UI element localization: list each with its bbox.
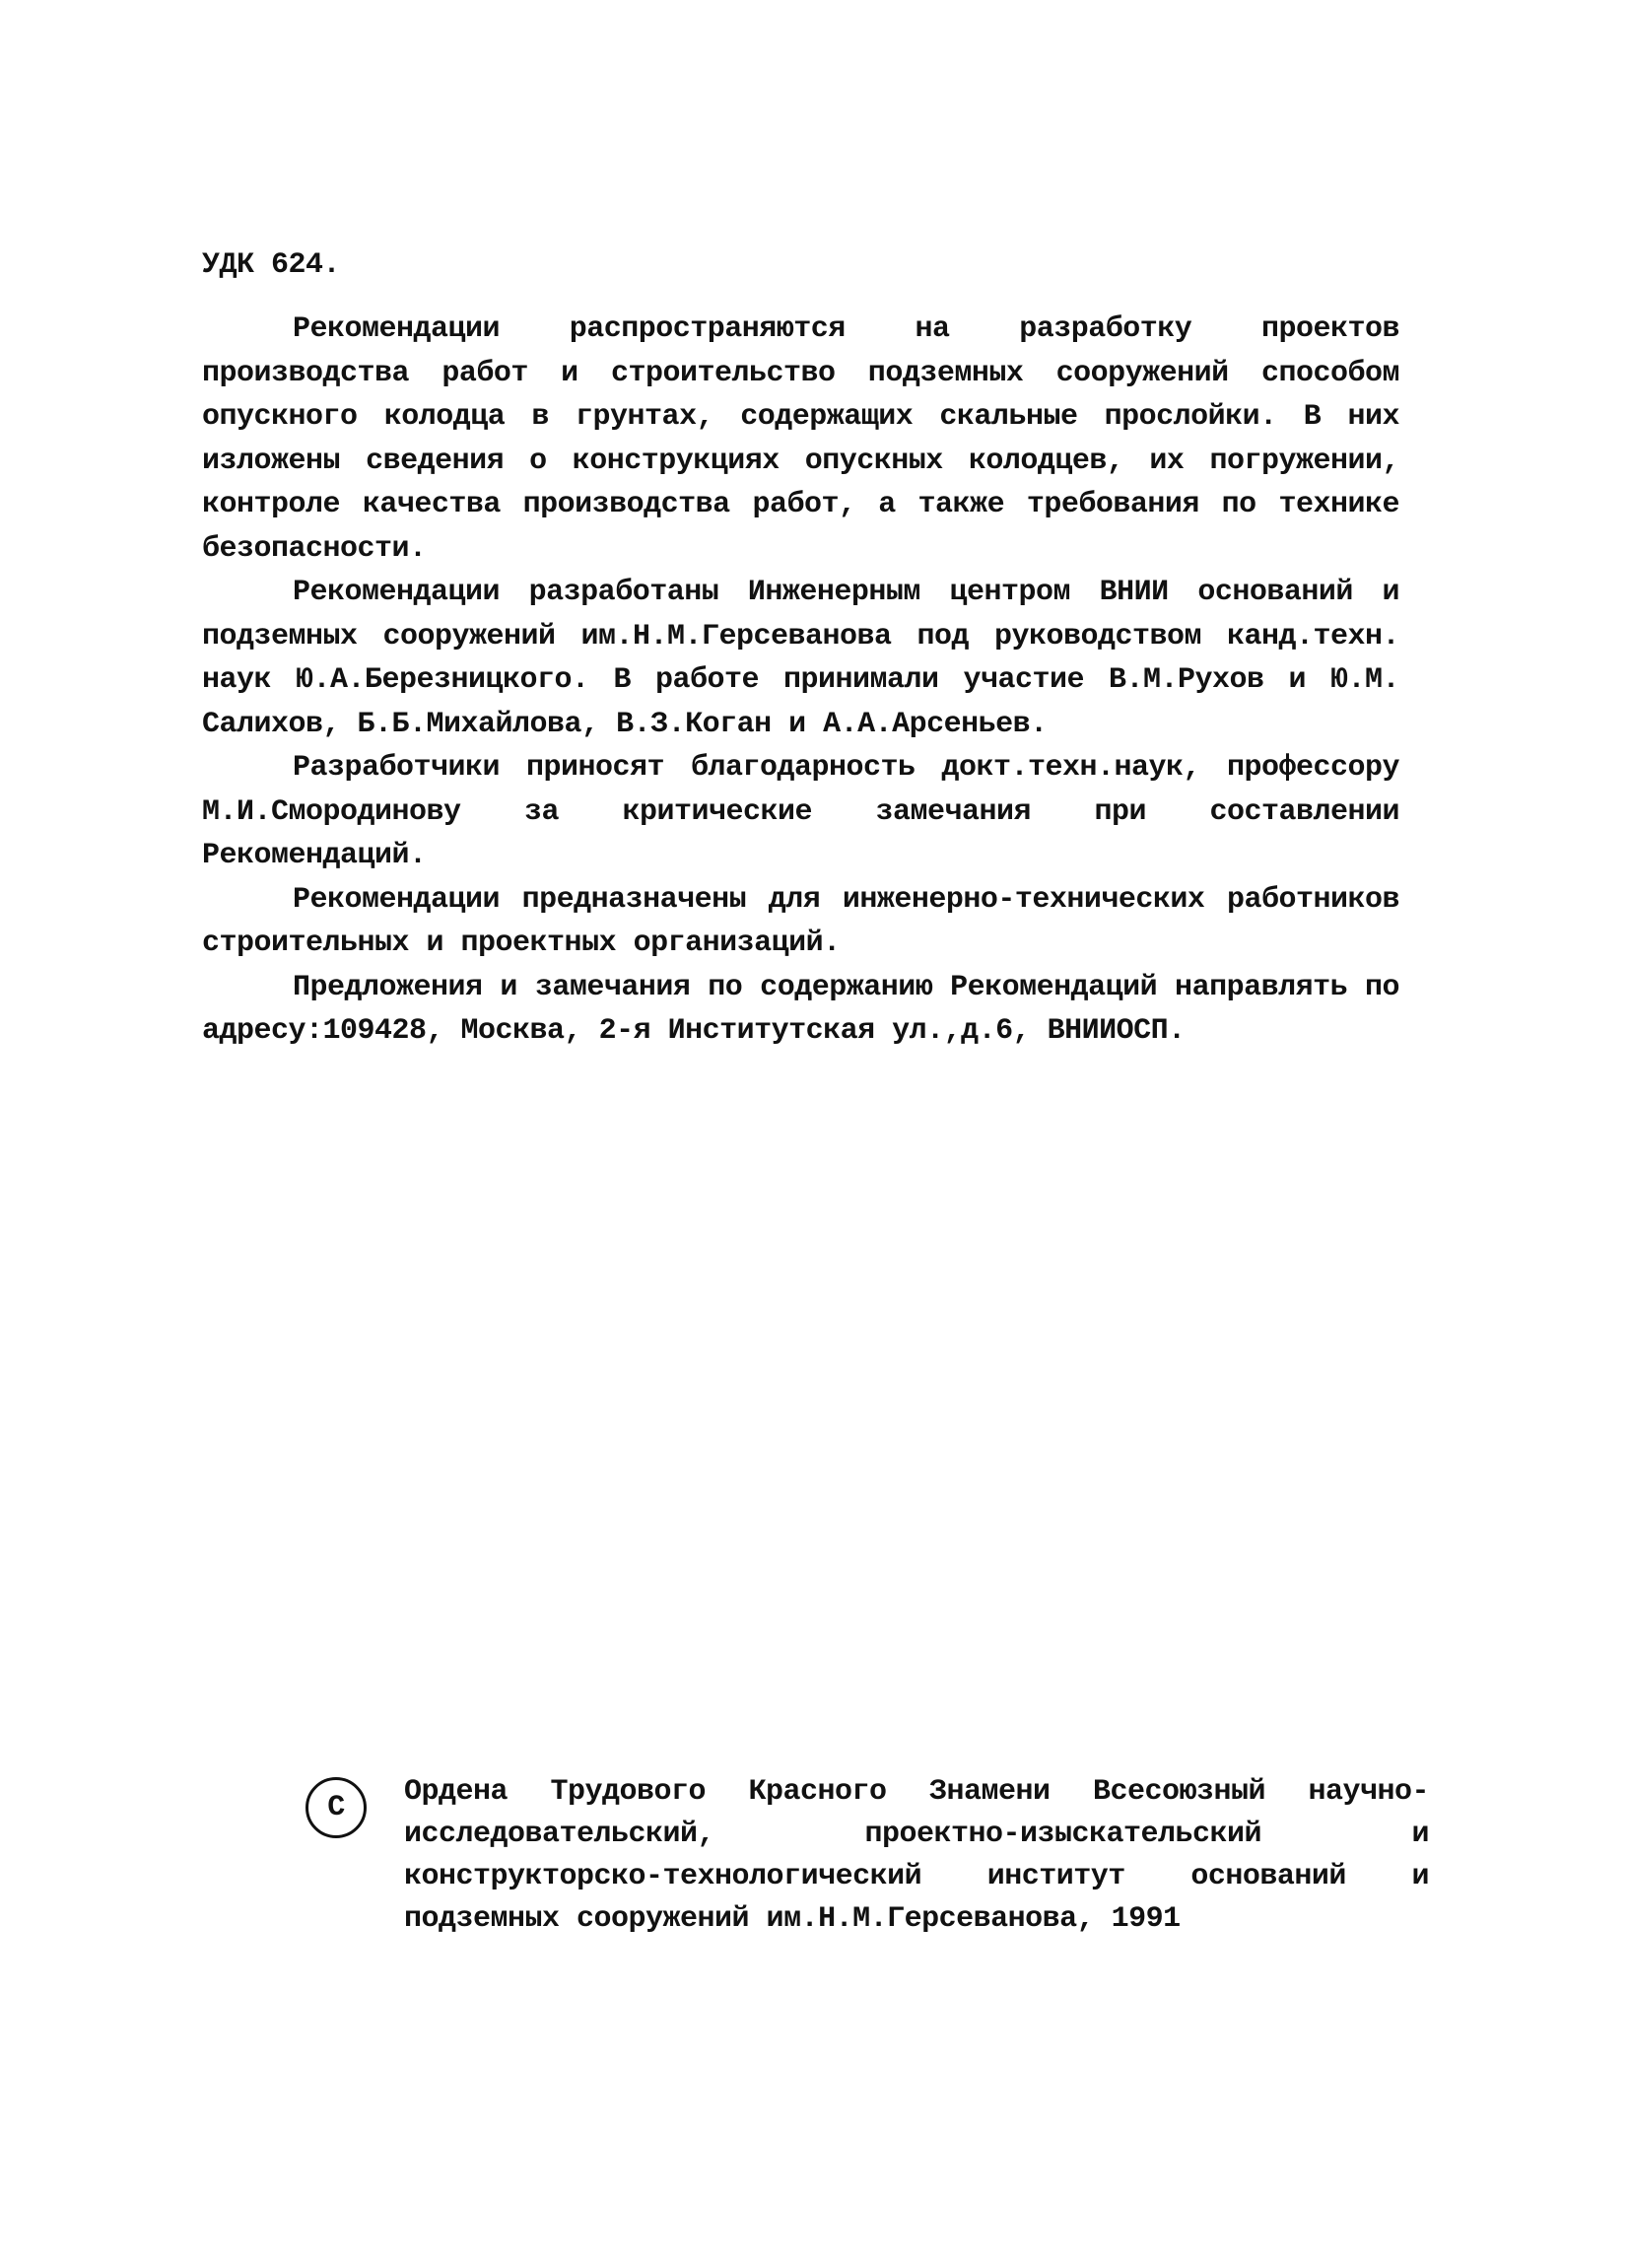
copyright-icon: С	[305, 1777, 367, 1838]
paragraph-scope: Рекомендации распространяются на разработку проектов производства работ и строительство подземных сооружений способом опускного колодца в грунтах, содержащих скальные прослойки. В них изложены сведения о конструкциях опускных колодцев, их погружении, контроле качества производства работ, а также требования по технике безопасности.	[202, 312, 1399, 566]
copyright-block	[305, 1771, 1429, 1941]
paragraph-audience: Рекомендации предназначены для инженерно-технических работников строительных и проектных организаций.	[202, 882, 1399, 960]
body-text	[202, 308, 1399, 1054]
paragraph-contact-address: Предложения и замечания по содержанию Рекомендаций направлять по адресу:109428, Москва, 2-я Институтская ул.,д.6, ВНИИОСП.	[202, 970, 1399, 1048]
udk-code: УДК 624.	[202, 248, 341, 282]
paragraph-authors: Рекомендации разработаны Инженерным центром ВНИИ оснований и подземных сооружений им.Н.М.Герсеванова под руководством канд.техн. наук Ю.А.Березницкого. В работе принимали участие В.М.Рухов и Ю.М. Салихов, Б.Б.Михайлова, В.З.Коган и А.А.Арсеньев.	[202, 576, 1399, 741]
copyright-text: Ордена Трудового Красного Знамени Всесоюзный научно-исследовательский, проектно-изыскательский и конструкторско-технологический институт оснований и подземных сооружений им.Н.М.Герсеванова, 1991	[404, 1775, 1429, 1936]
paragraph-acknowledgement: Разработчики приносят благодарность докт.техн.наук, профессору М.И.Смородинову за критические замечания при составлении Рекомендаций.	[202, 751, 1399, 872]
